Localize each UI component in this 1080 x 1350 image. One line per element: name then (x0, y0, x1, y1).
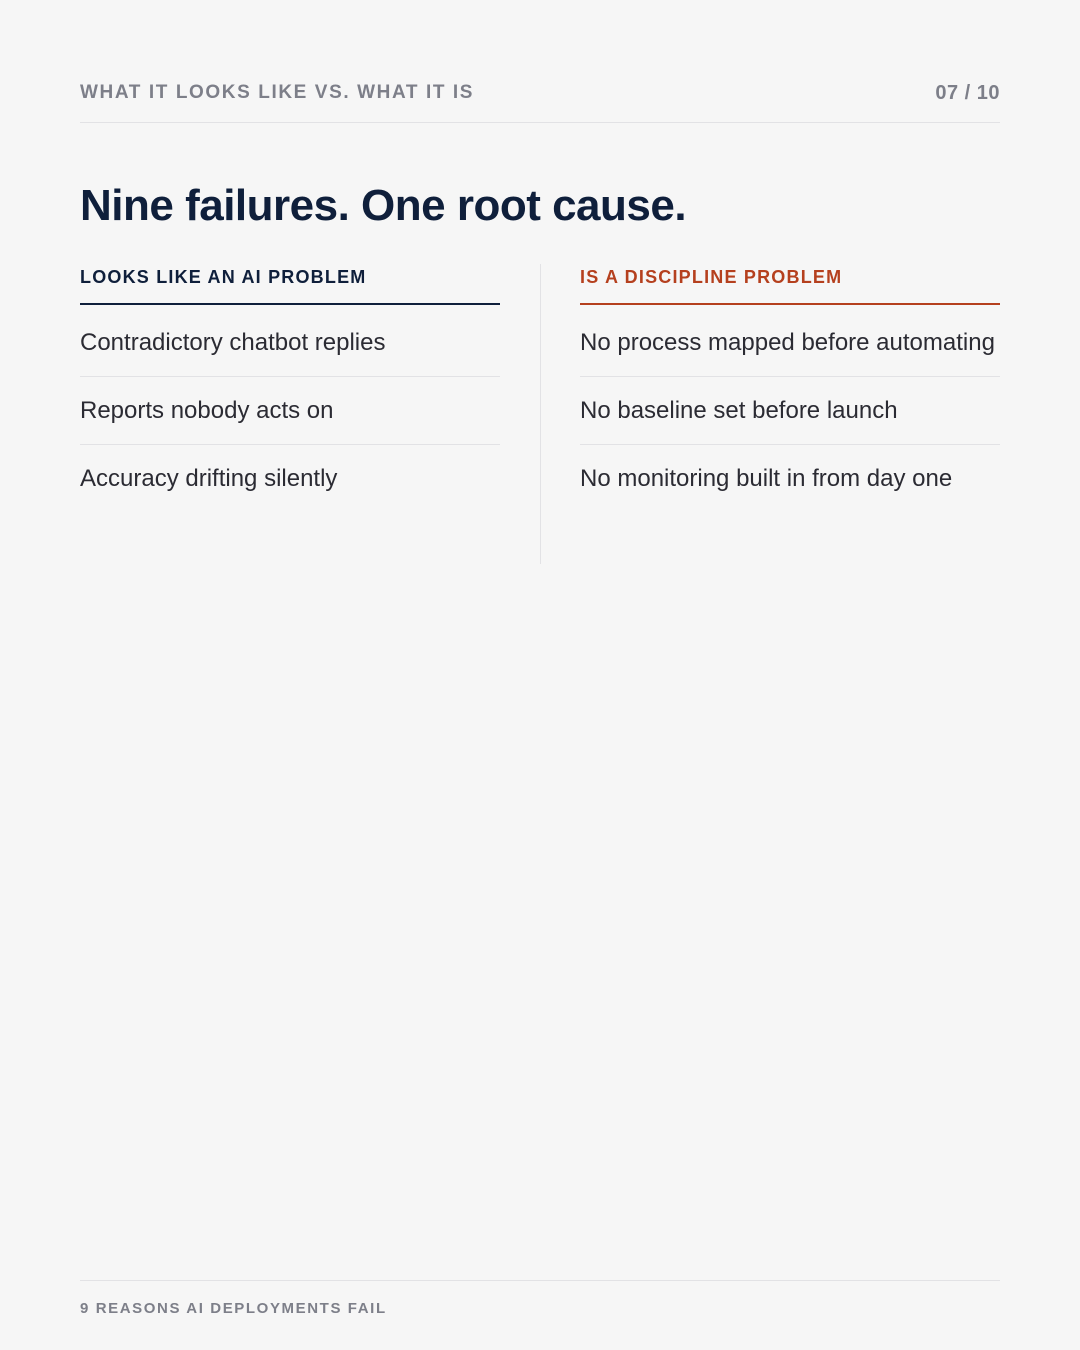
eyebrow-label: WHAT IT LOOKS LIKE VS. WHAT IT IS (80, 82, 475, 103)
list-item: Reports nobody acts on (80, 377, 500, 445)
list-item: Accuracy drifting silently (80, 465, 338, 492)
list-item: Contradictory chatbot replies (80, 325, 500, 377)
page-title: Nine failures. One root cause. (80, 181, 687, 230)
column-divider (540, 264, 541, 564)
looks-like-list (80, 325, 500, 512)
footer (80, 1280, 1000, 1319)
list-item: No baseline set before launch (580, 377, 1000, 445)
looks-like-heading: LOOKS LIKE AN AI PROBLEM (80, 264, 500, 305)
comparison-columns (80, 264, 1000, 564)
is-list (580, 325, 1000, 512)
looks-like-column (80, 264, 500, 512)
footer-label: 9 REASONS AI DEPLOYMENTS FAIL (80, 1300, 387, 1317)
list-item: No monitoring built in from day one (580, 465, 953, 492)
top-bar (80, 80, 1000, 123)
is-column (580, 264, 1000, 512)
page-counter: 07 / 10 (935, 82, 1000, 104)
is-heading: IS A DISCIPLINE PROBLEM (580, 264, 1000, 305)
list-item: No process mapped before automating (580, 325, 1000, 377)
